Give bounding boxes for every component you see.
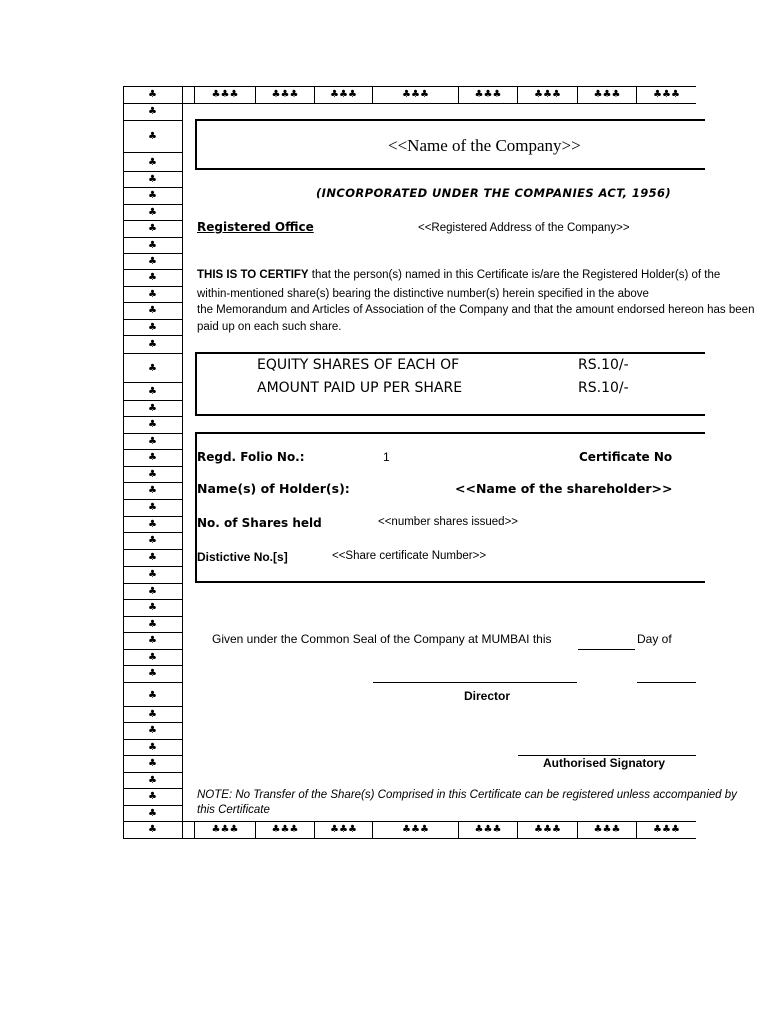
- club-triple-top: ♣♣♣: [271, 89, 299, 100]
- club-triple-bottom: ♣♣♣: [271, 824, 299, 835]
- shares-held-value: <<number shares issued>>: [378, 516, 519, 528]
- club-triple-top: ♣♣♣: [593, 89, 621, 100]
- certificate-number-label: Certificate No: [579, 450, 673, 464]
- equity-shares-value: RS.10/-: [578, 357, 629, 373]
- club-symbol: ♣: [148, 808, 157, 819]
- holder-name: <<Name of the shareholder>>: [455, 481, 673, 496]
- amount-paid-label: AMOUNT PAID UP PER SHARE: [257, 380, 463, 396]
- folio-label: Regd. Folio No.:: [197, 450, 305, 464]
- equity-shares-label: EQUITY SHARES OF EACH OF: [257, 357, 460, 373]
- club-triple-bottom: ♣♣♣: [474, 824, 502, 835]
- director-signature-line: [373, 682, 577, 683]
- club-triple-bottom: ♣♣♣: [593, 824, 621, 835]
- club-triple-bottom: ♣♣♣: [653, 824, 680, 835]
- shares-held-label: No. of Shares held: [197, 516, 322, 530]
- club-symbol: ♣: [148, 223, 157, 234]
- club-triple-top: ♣♣♣: [653, 89, 680, 100]
- incorporation-line: (INCORPORATED UNDER THE COMPANIES ACT, 1956): [316, 186, 672, 200]
- club-symbol: ♣: [148, 419, 157, 430]
- club-symbol: ♣: [148, 758, 157, 769]
- club-symbol: ♣: [148, 322, 157, 333]
- day-of-text: Day of: [637, 632, 672, 646]
- club-triple-bottom: ♣♣♣: [534, 824, 561, 835]
- club-symbol: ♣: [148, 690, 157, 701]
- club-symbol: ♣: [148, 363, 157, 374]
- club-symbol: ♣: [148, 519, 157, 530]
- club-triple-top: ♣♣♣: [402, 89, 429, 100]
- club-triple-bottom: ♣♣♣: [330, 824, 357, 835]
- club-symbol: ♣: [148, 485, 157, 496]
- club-symbol: ♣: [148, 256, 157, 267]
- club-symbol: ♣: [148, 339, 157, 350]
- certify-line-2: within-mentioned share(s) bearing the distinctive number(s) herein specified in the above: [197, 288, 649, 300]
- note-line-2: this Certificate: [197, 804, 270, 816]
- certify-lead: THIS IS TO CERTIFY: [197, 269, 309, 281]
- club-symbol: ♣: [148, 552, 157, 563]
- club-symbol: ♣: [148, 791, 157, 802]
- club-symbol: ♣: [148, 190, 157, 201]
- club-symbol-bottom: ♣: [148, 824, 157, 835]
- certify-line-3: the Memorandum and Articles of Association of the Company and that the amount endorsed hereon has been: [197, 304, 755, 316]
- club-symbol: ♣: [148, 569, 157, 580]
- certify-line-1-rest: that the person(s) named in this Certificate is/are the Registered Holder(s) of the: [308, 269, 721, 281]
- club-symbol: ♣: [148, 272, 157, 283]
- club-symbol: ♣: [148, 619, 157, 630]
- authorised-signatory-label: Authorised Signatory: [543, 756, 666, 770]
- second-signature-line: [637, 682, 696, 683]
- club-symbol: ♣: [148, 403, 157, 414]
- club-symbol: ♣: [148, 131, 157, 142]
- club-triple-bottom: ♣♣♣: [211, 824, 239, 835]
- club-symbol: ♣: [148, 602, 157, 613]
- club-symbol: ♣: [148, 157, 157, 168]
- club-symbol: ♣: [148, 535, 157, 546]
- club-triple-top: ♣♣♣: [330, 89, 357, 100]
- club-symbol: ♣: [148, 668, 157, 679]
- registered-office-label: Registered Office: [197, 220, 314, 234]
- day-blank-line: [578, 649, 635, 650]
- club-symbol: ♣: [148, 452, 157, 463]
- certify-line-1: [197, 269, 721, 282]
- club-symbol: ♣: [148, 240, 157, 251]
- club-symbol: ♣: [148, 502, 157, 513]
- club-symbol: ♣: [148, 305, 157, 316]
- club-symbol: ♣: [148, 174, 157, 185]
- club-triple-top: ♣♣♣: [534, 89, 561, 100]
- club-symbol: ♣: [148, 289, 157, 300]
- club-symbol: ♣: [148, 635, 157, 646]
- company-name: <<Name of the Company>>: [388, 136, 581, 155]
- club-symbol: ♣: [148, 709, 157, 720]
- club-symbol: ♣: [148, 106, 157, 117]
- club-triple-top: ♣♣♣: [474, 89, 502, 100]
- club-symbol: ♣: [148, 436, 157, 447]
- club-symbol: ♣: [148, 386, 157, 397]
- club-symbol: ♣: [148, 652, 157, 663]
- distinctive-number-value: <<Share certificate Number>>: [332, 550, 487, 562]
- club-triple-top: ♣♣♣: [211, 89, 239, 100]
- club-symbol: ♣: [148, 725, 157, 736]
- club-symbol-top: ♣: [148, 89, 157, 100]
- club-symbol: ♣: [148, 207, 157, 218]
- folio-value: 1: [383, 450, 390, 464]
- club-symbol: ♣: [148, 775, 157, 786]
- director-label: Director: [464, 689, 511, 703]
- amount-paid-value: RS.10/-: [578, 380, 629, 396]
- club-symbol: ♣: [148, 469, 157, 480]
- certify-line-4: paid up on each such share.: [197, 321, 342, 333]
- club-symbol: ♣: [148, 586, 157, 597]
- common-seal-text: Given under the Common Seal of the Company at MUMBAI this: [212, 632, 552, 646]
- distinctive-number-label: Distictive No.[s]: [197, 550, 288, 564]
- note-line-1: NOTE: No Transfer of the Share(s) Comprised in this Certificate can be registered unless accompanied by: [197, 789, 737, 801]
- holder-label: Name(s) of Holder(s):: [197, 481, 350, 496]
- registered-office-address: <<Registered Address of the Company>>: [418, 222, 630, 234]
- club-symbol: ♣: [148, 742, 157, 753]
- club-triple-bottom: ♣♣♣: [402, 824, 429, 835]
